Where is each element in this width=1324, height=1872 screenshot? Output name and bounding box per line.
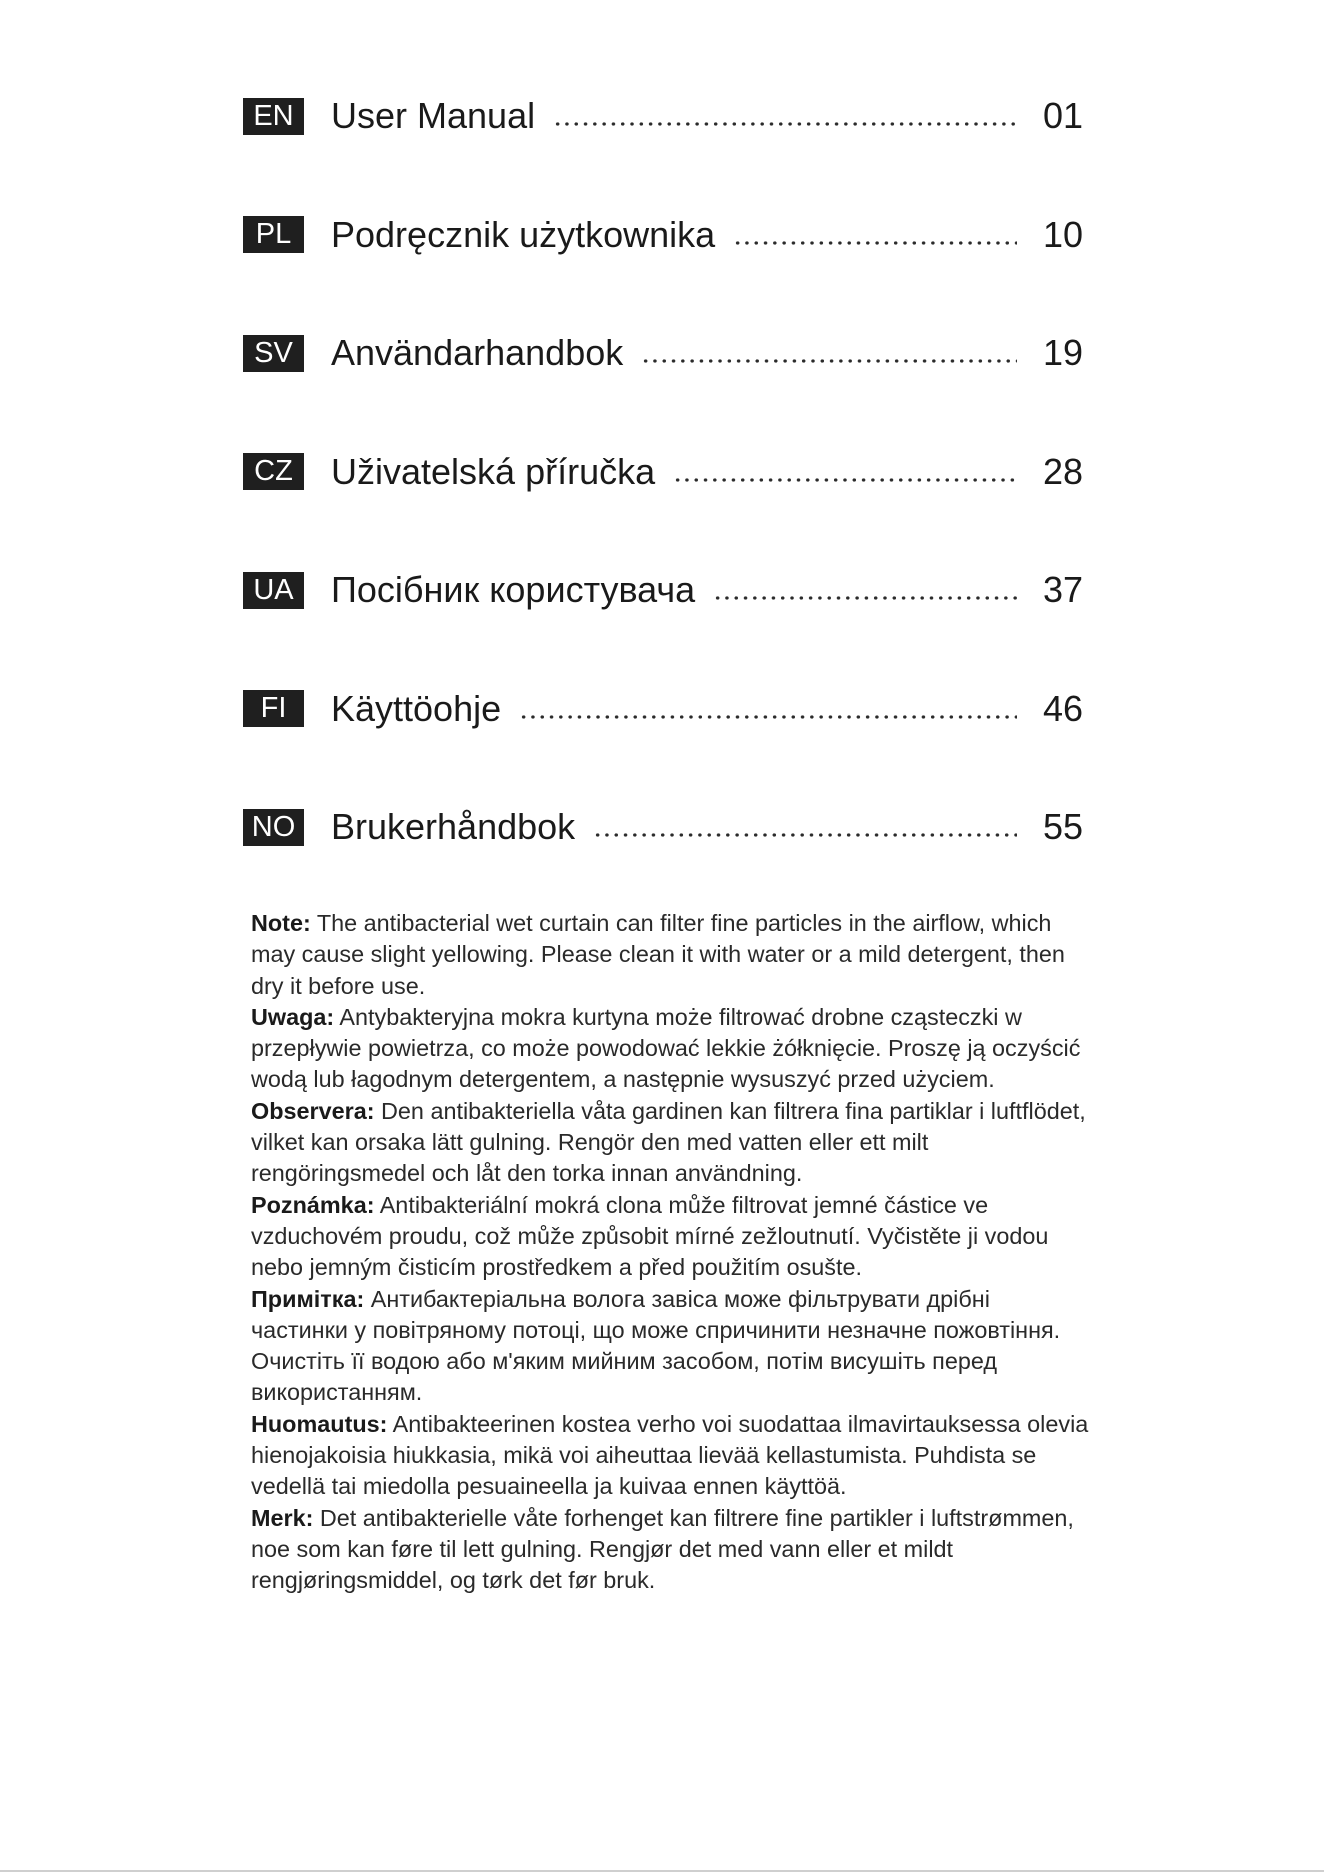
notes-section	[251, 908, 1091, 1597]
note-cz	[251, 1190, 1091, 1284]
toc-entry-fi[interactable]	[243, 689, 1083, 729]
note-label: Observera:	[251, 1097, 375, 1124]
toc-page-number: 46	[1042, 687, 1083, 729]
toc-page-number: 19	[1042, 332, 1083, 373]
toc-entry-en[interactable]	[243, 96, 1083, 136]
note-fi	[251, 1409, 1091, 1503]
toc-entry-pl[interactable]	[243, 215, 1083, 255]
dot-leader	[713, 595, 1017, 601]
toc-page-number: 55	[1042, 806, 1083, 847]
note-label: Uwaga:	[251, 1003, 335, 1030]
language-badge: FI	[243, 690, 304, 727]
note-label: Примітка:	[251, 1285, 365, 1312]
language-badge: SV	[243, 335, 304, 372]
toc-title: Käyttöohje	[331, 687, 502, 729]
dot-leader	[673, 477, 1017, 483]
table-of-contents	[243, 96, 1083, 926]
language-badge: NO	[243, 809, 304, 846]
language-badge: CZ	[243, 453, 304, 490]
toc-title: Посібник користувача	[331, 569, 696, 610]
toc-title: Användarhandbok	[331, 332, 624, 373]
note-label: Merk:	[251, 1504, 314, 1531]
toc-page-number: 01	[1042, 95, 1083, 136]
note-label: Huomautus:	[251, 1410, 388, 1437]
dot-leader	[519, 714, 1017, 720]
toc-entry-cz[interactable]	[243, 452, 1083, 492]
toc-title: Uživatelská příručka	[331, 450, 656, 492]
dot-leader	[593, 832, 1017, 838]
dot-leader	[553, 121, 1017, 127]
note-sv	[251, 1096, 1091, 1190]
toc-title: User Manual	[331, 95, 536, 136]
note-text: Antybakteryjna mokra kurtyna może filtrować drobne cząsteczki w przepływie powietrza, co może powodować lekkie żółknięcie. Proszę ją oczyścić wodą lub łagodnym detergentem, a następnie wysuszyć przed użyciem.	[251, 1003, 1081, 1093]
toc-entry-ua[interactable]	[243, 570, 1083, 610]
toc-page-number: 10	[1042, 213, 1083, 255]
note-text: Det antibakterielle våte forhenget kan filtrere fine partikler i luftstrømmen, noe som kan føre til lett gulning. Rengjør det med vann eller et mildt rengjøringsmiddel, og tørk det før bruk.	[251, 1504, 1074, 1594]
dot-leader	[733, 240, 1017, 246]
dot-leader	[641, 358, 1017, 364]
note-label: Poznámka:	[251, 1191, 375, 1218]
note-label: Note:	[251, 910, 311, 936]
toc-entry-sv[interactable]	[243, 333, 1083, 373]
language-badge: EN	[243, 98, 304, 135]
note-no	[251, 1503, 1091, 1597]
language-badge: PL	[243, 216, 304, 253]
toc-page-number: 37	[1042, 569, 1083, 610]
toc-page-number: 28	[1042, 450, 1083, 492]
toc-title: Brukerhåndbok	[331, 806, 576, 847]
note-text: Антибактеріальна волога завіса може фільтрувати дрібні частинки у повітряному потоці, що може спричинити незначне пожовтіння. Очистіть її водою або м'яким мийним засобом, потім висушіть перед використанням.	[251, 1285, 1061, 1406]
note-ua	[251, 1284, 1091, 1409]
toc-entry-no[interactable]	[243, 807, 1083, 847]
note-text: Den antibakteriella våta gardinen kan filtrera fina partiklar i luftflödet, vilket kan orsaka lätt gulning. Rengör den med vatten eller ett milt rengöringsmedel och låt den torka innan användning.	[251, 1097, 1086, 1187]
note-pl	[251, 1002, 1091, 1096]
toc-title: Podręcznik użytkownika	[331, 213, 716, 255]
note-text: Antibakteerinen kostea verho voi suodattaa ilmavirtauksessa olevia hienojakoisia hiukkasia, mikä voi aiheuttaa lievää kellastumista. Puhdista se vedellä tai miedolla pesuaineella ja kuivaa ennen käyttöä.	[251, 1410, 1089, 1500]
note-en	[251, 908, 1091, 1002]
language-badge: UA	[243, 572, 304, 609]
note-text: The antibacterial wet curtain can filter fine particles in the airflow, which may cause slight yellowing. Please clean it with water or a mild detergent, then dry it before use.	[251, 910, 1065, 999]
note-text: Antibakteriální mokrá clona může filtrovat jemné částice ve vzduchovém proudu, což může způsobit mírné zežloutnutí. Vyčistěte ji vodou nebo jemným čisticím prostředkem a před použitím osušte.	[251, 1191, 1049, 1281]
